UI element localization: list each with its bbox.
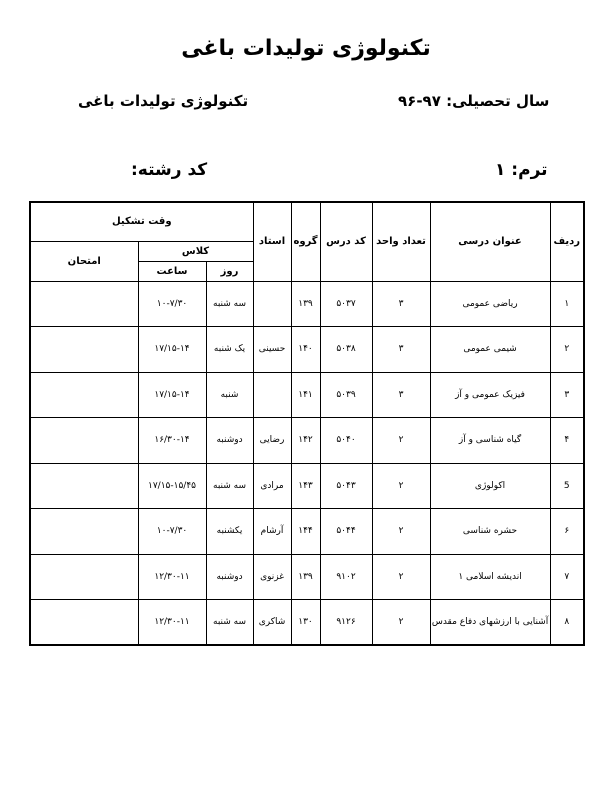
cell-instructor: مرادی — [253, 463, 291, 509]
cell-course-code: ۹۱۲۶ — [320, 600, 372, 646]
header-time: ساعت — [138, 261, 206, 281]
header-units: تعداد واحد — [372, 202, 430, 281]
term-label: ترم: ۱ — [495, 160, 548, 180]
document-title: تکنولوژی تولیدات باغی — [181, 36, 431, 61]
header-day: روز — [206, 261, 253, 281]
cell-course-code: ۹۱۰۲ — [320, 554, 372, 600]
cell-group: ۱۴۰ — [291, 327, 320, 373]
cell-instructor: شاکری — [253, 600, 291, 646]
cell-day: سه شنبه — [206, 281, 253, 327]
cell-course-title: آشنایی با ارزشهای دفاع مقدس — [430, 600, 550, 646]
cell-course-title: اکولوژی — [430, 463, 550, 509]
cell-units: ۲ — [372, 418, 430, 464]
header-course-code: کد درس — [320, 202, 372, 281]
header-schedule: وقت تشکیل — [30, 202, 253, 241]
cell-course-title: شیمی عمومی — [430, 327, 550, 373]
cell-group: ۱۴۴ — [291, 509, 320, 555]
table-row — [30, 281, 584, 327]
cell-row-number: ۶ — [550, 509, 584, 555]
cell-day: سه شنبه — [206, 463, 253, 509]
table-row — [30, 418, 584, 464]
cell-exam — [30, 509, 138, 555]
cell-instructor — [253, 281, 291, 327]
cell-units: ۲ — [372, 509, 430, 555]
cell-day: سه شنبه — [206, 600, 253, 646]
cell-time: ۱۰-۷/۳۰ — [138, 281, 206, 327]
field-code-label: کد رشته: — [131, 160, 208, 180]
table-row — [30, 327, 584, 373]
cell-row-number: ۷ — [550, 554, 584, 600]
header-group: گروه — [291, 202, 320, 281]
header-course-title: عنوان درسی — [430, 202, 550, 281]
cell-time: ۱۷/۱۵-۱۴ — [138, 372, 206, 418]
cell-exam — [30, 600, 138, 646]
header-exam: امتحان — [30, 241, 138, 281]
cell-exam — [30, 372, 138, 418]
cell-group: ۱۴۳ — [291, 463, 320, 509]
table-row — [30, 372, 584, 418]
cell-time: ۱۷/۱۵-۱۵/۴۵ — [138, 463, 206, 509]
cell-course-title: گیاه شناسی و آز — [430, 418, 550, 464]
table-row — [30, 600, 584, 646]
cell-time: ۱۷/۱۵-۱۴ — [138, 327, 206, 373]
cell-course-code: ۵۰۳۹ — [320, 372, 372, 418]
cell-exam — [30, 463, 138, 509]
cell-instructor: رضایی — [253, 418, 291, 464]
cell-row-number: ۳ — [550, 372, 584, 418]
cell-units: ۳ — [372, 372, 430, 418]
cell-course-title: ریاضی عمومی — [430, 281, 550, 327]
cell-time: ۱۰-۷/۳۰ — [138, 509, 206, 555]
cell-day: دوشنبه — [206, 554, 253, 600]
cell-units: ۲ — [372, 600, 430, 646]
cell-course-title: حشره شناسی — [430, 509, 550, 555]
academic-year: سال تحصیلی: ۹۷-۹۶ — [398, 92, 550, 110]
cell-course-title: اندیشه اسلامی ۱ — [430, 554, 550, 600]
cell-row-number: ۴ — [550, 418, 584, 464]
cell-course-code: ۵۰۳۷ — [320, 281, 372, 327]
header-class: کلاس — [138, 241, 253, 261]
cell-course-title: فیزیک عمومی و آز — [430, 372, 550, 418]
cell-instructor: آرشام — [253, 509, 291, 555]
cell-row-number: ۲ — [550, 327, 584, 373]
cell-course-code: ۵۰۴۴ — [320, 509, 372, 555]
cell-course-code: ۵۰۴۰ — [320, 418, 372, 464]
cell-units: ۳ — [372, 281, 430, 327]
cell-group: ۱۴۲ — [291, 418, 320, 464]
cell-row-number: ۸ — [550, 600, 584, 646]
table-row — [30, 509, 584, 555]
cell-exam — [30, 281, 138, 327]
cell-group: ۱۳۰ — [291, 600, 320, 646]
cell-time: ۱۲/۳۰-۱۱ — [138, 600, 206, 646]
cell-row-number: 5 — [550, 463, 584, 509]
course-schedule-table — [29, 201, 585, 646]
cell-group: ۱۳۹ — [291, 554, 320, 600]
table-row — [30, 463, 584, 509]
cell-day: یک شنبه — [206, 327, 253, 373]
cell-row-number: ۱ — [550, 281, 584, 327]
cell-exam — [30, 554, 138, 600]
cell-time: ۱۶/۳۰-۱۴ — [138, 418, 206, 464]
header-row-top — [30, 202, 584, 241]
cell-units: ۳ — [372, 327, 430, 373]
cell-time: ۱۲/۳۰-۱۱ — [138, 554, 206, 600]
table-row — [30, 554, 584, 600]
cell-units: ۲ — [372, 463, 430, 509]
cell-exam — [30, 327, 138, 373]
header-instructor: استاد — [253, 202, 291, 281]
cell-day: شنبه — [206, 372, 253, 418]
cell-instructor: غزنوی — [253, 554, 291, 600]
cell-units: ۲ — [372, 554, 430, 600]
cell-course-code: ۵۰۴۳ — [320, 463, 372, 509]
cell-day: یکشنبه — [206, 509, 253, 555]
cell-day: دوشنبه — [206, 418, 253, 464]
cell-course-code: ۵۰۳۸ — [320, 327, 372, 373]
header-row-number: ردیف — [550, 202, 584, 281]
cell-instructor — [253, 372, 291, 418]
cell-group: ۱۳۹ — [291, 281, 320, 327]
field-name: تکنولوژی تولیدات باغی — [78, 92, 249, 110]
cell-exam — [30, 418, 138, 464]
cell-group: ۱۴۱ — [291, 372, 320, 418]
cell-instructor: حسینی — [253, 327, 291, 373]
